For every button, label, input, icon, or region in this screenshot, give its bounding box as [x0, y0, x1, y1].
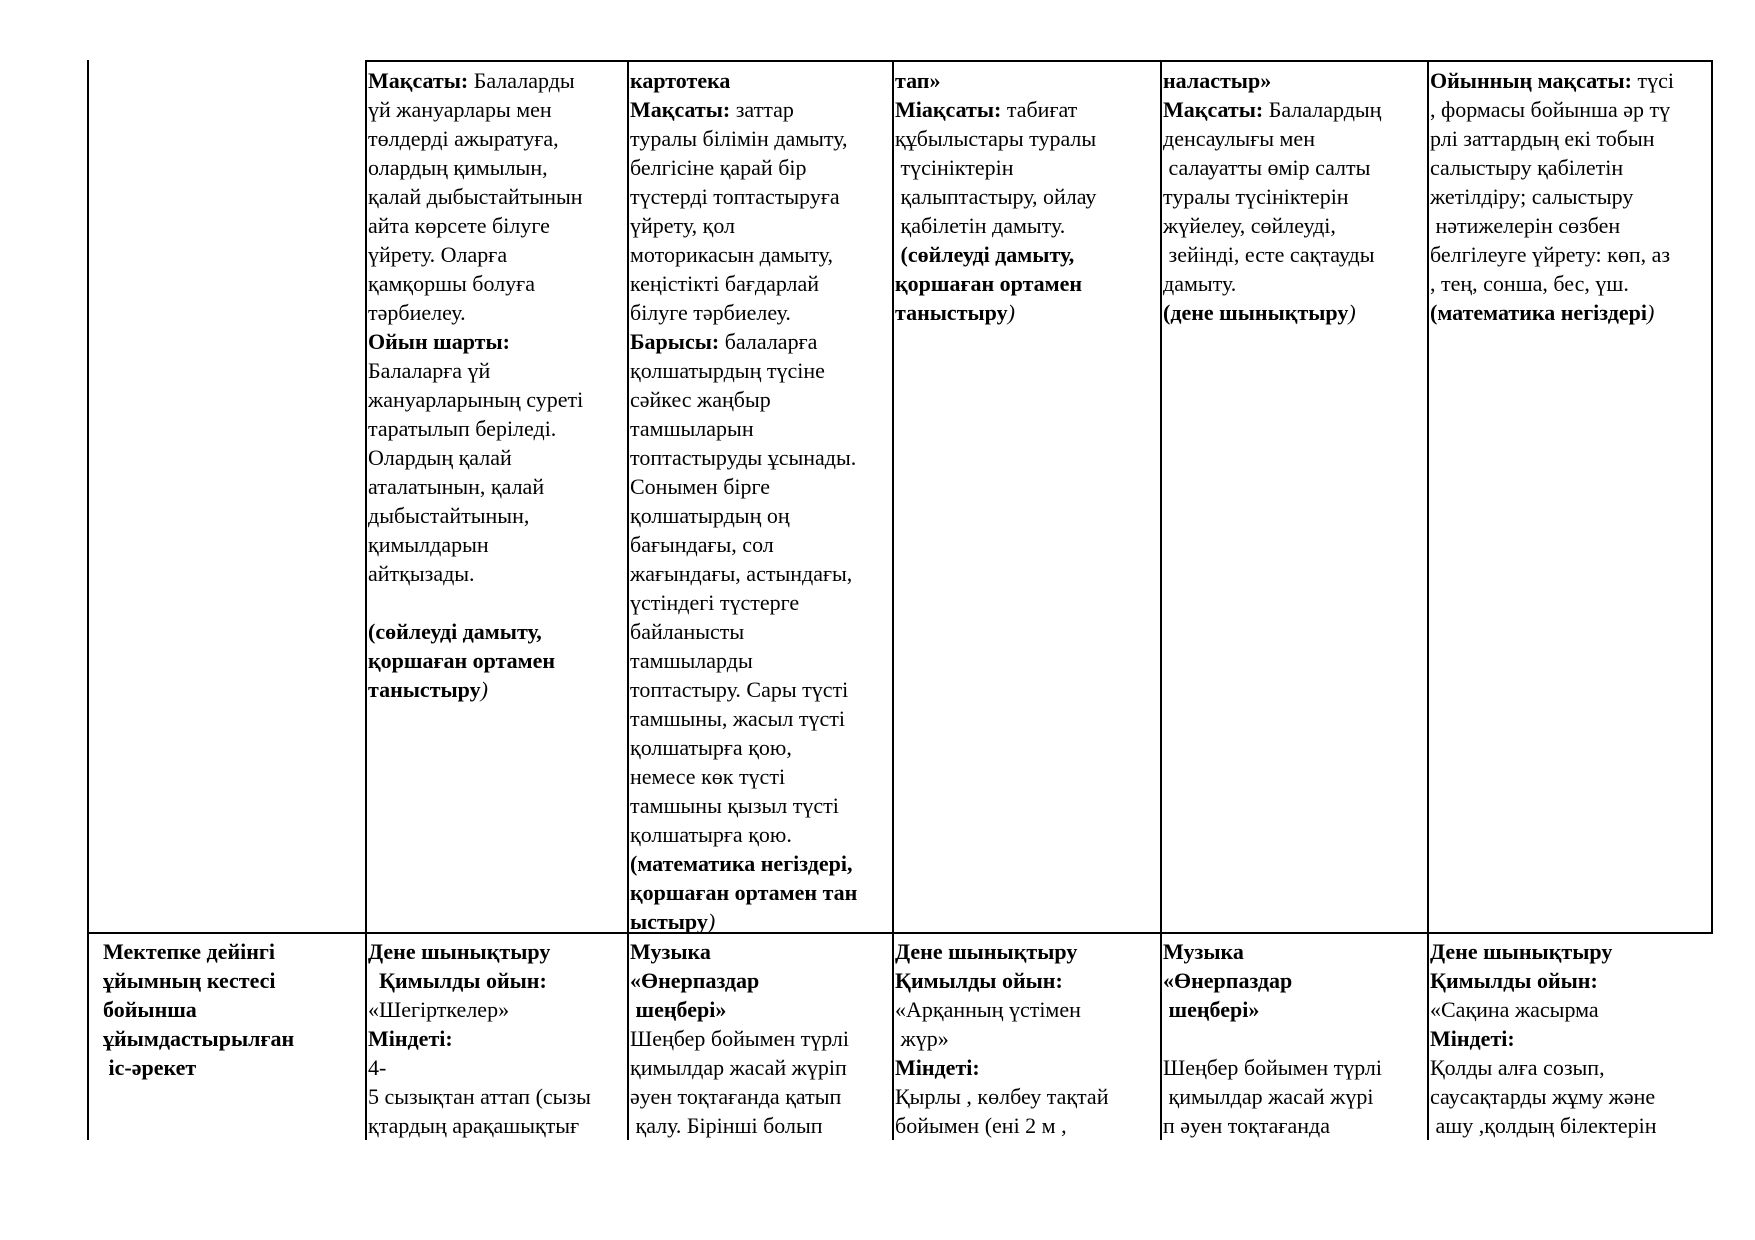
text-run: тамшыны қызыл түсті: [630, 793, 839, 818]
text-run: немесе көк түсті: [630, 764, 786, 789]
text-line: [895, 240, 1157, 269]
text-line: [368, 211, 624, 240]
text-run: қимылдар жасай жүріп: [630, 1055, 847, 1080]
text-line: [895, 966, 1157, 995]
text-line: [1163, 182, 1425, 211]
text-run: , формасы бойынша әр тү: [1430, 97, 1671, 122]
text-line: [895, 1053, 1157, 1082]
text-line: [1430, 966, 1710, 995]
text-run: 5 сызықтан аттап (сызы: [368, 1084, 591, 1109]
text-line: [368, 501, 624, 530]
text-line: [630, 646, 892, 675]
text-line: [368, 675, 624, 704]
text-line: [630, 995, 892, 1024]
text-line: [368, 937, 624, 966]
text-line: [368, 95, 624, 124]
text-run: туралы түсініктерін: [1163, 184, 1349, 209]
text-run: 4-: [368, 1055, 387, 1080]
text-line: [1163, 211, 1425, 240]
text-run: дамыту.: [1163, 271, 1237, 296]
text-line: [1163, 240, 1425, 269]
text-line: [1163, 937, 1425, 966]
table-top-border: [365, 60, 1713, 62]
text-line: [895, 1111, 1157, 1140]
text-run: қалу. Бірінші болып: [630, 1113, 823, 1138]
text-run: салауатты өмір салты: [1163, 155, 1371, 180]
text-run: «Сақина жасырма: [1430, 997, 1599, 1022]
text-run: қамқоршы болуға: [368, 271, 535, 296]
column-divider-4: [1160, 60, 1162, 1140]
text-run: ): [1348, 300, 1356, 325]
text-run: қолшатырдың түсіне: [630, 358, 825, 383]
row1-col1-cell: [368, 66, 624, 704]
text-run: Қырлы , көлбеу тақтай: [895, 1084, 1109, 1109]
text-run: үй жануарлары мен: [368, 97, 552, 122]
text-run: (сөйлеуді дамыту,: [895, 242, 1075, 267]
text-line: [1430, 995, 1710, 1024]
text-line: [1430, 153, 1710, 182]
row1-col4-cell: [1163, 66, 1425, 327]
text-run: бойынша: [103, 997, 197, 1022]
text-line: [630, 240, 892, 269]
text-run: ): [480, 677, 488, 702]
text-run: жүр»: [895, 1026, 949, 1051]
text-run: «Өнерпаздар: [630, 968, 760, 993]
text-run: Олардың қалай: [368, 445, 512, 470]
text-run: моторикасын дамыту,: [630, 242, 833, 267]
text-run: Міндеті:: [895, 1055, 980, 1080]
text-run: қоршаған ортамен: [368, 648, 556, 673]
text-line: [1430, 937, 1710, 966]
text-line: [630, 704, 892, 733]
text-run: жағындағы, астындағы,: [630, 561, 853, 586]
text-run: ашу ,қолдың білектерін: [1430, 1113, 1657, 1138]
text-run: «Арқанның үстімен: [895, 997, 1081, 1022]
text-line: [103, 966, 361, 995]
text-run: таныстыру: [368, 677, 481, 702]
column-divider-2: [627, 60, 629, 1140]
text-line: [895, 1082, 1157, 1111]
text-run: қабілетін дамыту.: [895, 213, 1066, 238]
text-line: [630, 966, 892, 995]
text-line: [895, 66, 1157, 95]
text-line: [630, 675, 892, 704]
text-run: қтардың арақашықтығ: [368, 1113, 580, 1138]
text-line: [368, 124, 624, 153]
text-line: [1163, 298, 1425, 327]
text-run: қалай дыбыстайтынын: [368, 184, 583, 209]
text-line: [1163, 1082, 1425, 1111]
text-line: [368, 1111, 624, 1140]
text-line: [1430, 269, 1710, 298]
text-run: рлі заттардың екі тобын: [1430, 126, 1655, 151]
text-line: [368, 617, 624, 646]
text-line: [368, 995, 624, 1024]
text-run: түсі: [1637, 68, 1674, 93]
text-line: [368, 240, 624, 269]
text-run: қимылдарын: [368, 532, 489, 557]
text-line: [630, 269, 892, 298]
text-line: [1163, 95, 1425, 124]
text-line: [630, 298, 892, 327]
text-line: [895, 124, 1157, 153]
text-line: [630, 733, 892, 762]
text-line: [1163, 124, 1425, 153]
text-run: Балалардың: [1268, 97, 1382, 122]
text-run: Шеңбер бойымен түрлі: [630, 1026, 850, 1051]
row-divider: [87, 932, 1713, 934]
text-line: [630, 1111, 892, 1140]
text-line: [630, 530, 892, 559]
text-line: [368, 327, 624, 356]
text-run: шеңбері»: [630, 997, 727, 1022]
column-divider-1: [365, 60, 367, 1140]
text-run: Қолды алға созып,: [1430, 1055, 1605, 1080]
text-line: [630, 907, 892, 936]
text-run: ұйымның кестесі: [103, 968, 276, 993]
text-line: [1430, 66, 1710, 95]
text-line: [103, 1053, 361, 1082]
text-line: [103, 937, 361, 966]
text-run: (дене шынықтыру: [1163, 300, 1349, 325]
text-line: [895, 153, 1157, 182]
text-run: Балаларға үй: [368, 358, 491, 383]
text-run: балаларға: [724, 329, 818, 354]
text-run: сәйкес жаңбыр: [630, 387, 771, 412]
row1-col2-cell: [630, 66, 892, 936]
text-line: [368, 530, 624, 559]
text-run: Дене шынықтыру: [368, 939, 551, 964]
text-run: қимылдар жасай жүрі: [1163, 1084, 1374, 1109]
text-run: кеңістікті бағдарлай: [630, 271, 820, 296]
text-run: туралы білімін дамыту,: [630, 126, 848, 151]
text-run: таныстыру: [895, 300, 1008, 325]
text-run: айтқызады.: [368, 561, 475, 586]
table-left-border: [87, 60, 89, 1140]
text-line: [368, 646, 624, 675]
row1-col5-cell: [1430, 66, 1710, 327]
row2-col1-cell: [368, 937, 624, 1140]
text-run: үстіндегі түстерге: [630, 590, 800, 615]
row2-label-cell: [103, 937, 361, 1082]
text-run: Ойын шарты:: [368, 329, 510, 354]
text-line: [368, 298, 624, 327]
text-line: [368, 153, 624, 182]
text-line: [368, 66, 624, 95]
text-line: [368, 356, 624, 385]
text-line: [895, 937, 1157, 966]
text-run: зейінді, есте сақтауды: [1163, 242, 1375, 267]
text-run: Қимылды ойын:: [1430, 968, 1598, 993]
text-run: , тең, сонша, бес, үш.: [1430, 271, 1629, 296]
text-line: [630, 791, 892, 820]
text-line: [630, 937, 892, 966]
text-line: [630, 153, 892, 182]
text-line: [630, 211, 892, 240]
text-line: [895, 995, 1157, 1024]
text-run: тап»: [895, 68, 941, 93]
text-run: «Өнерпаздар: [1163, 968, 1293, 993]
text-run: топтастыру. Сары түсті: [630, 677, 849, 702]
text-line: [368, 269, 624, 298]
text-line: [1430, 124, 1710, 153]
text-run: Мақсаты:: [1163, 97, 1269, 122]
text-line: [1430, 240, 1710, 269]
text-line: [368, 414, 624, 443]
text-line: [368, 182, 624, 211]
text-run: наластыр»: [1163, 68, 1272, 93]
text-run: ): [1646, 300, 1655, 325]
text-run: жануарларының суреті: [368, 387, 584, 412]
text-line: [630, 385, 892, 414]
text-run: таратылып беріледі.: [368, 416, 557, 441]
text-run: төлдерді ажыратуға,: [368, 126, 559, 151]
text-run: Міндеті:: [1430, 1026, 1515, 1051]
text-run: Мақсаты:: [630, 97, 736, 122]
text-line: [630, 617, 892, 646]
text-line: [895, 211, 1157, 240]
text-run: Мектепке дейінгі: [103, 939, 276, 964]
text-line: [1163, 66, 1425, 95]
text-line: [630, 1024, 892, 1053]
text-run: Міндеті:: [368, 1026, 453, 1051]
text-line: [368, 443, 624, 472]
text-run: байланысты: [630, 619, 745, 644]
text-run: қоршаған ортамен тан: [630, 880, 858, 905]
text-run: дыбыстайтынын,: [368, 503, 530, 528]
text-run: ): [1007, 300, 1015, 325]
text-run: үйрету, қол: [630, 213, 736, 238]
text-run: Ойынның мақсаты:: [1430, 68, 1638, 93]
text-run: бағындағы, сол: [630, 532, 774, 557]
text-run: ): [707, 909, 716, 934]
text-run: белгілеуге үйрету: көп, аз: [1430, 242, 1671, 267]
text-line: [368, 385, 624, 414]
table-right-border: [1711, 60, 1713, 934]
row2-col4-cell: [1163, 937, 1425, 1140]
text-line: [630, 559, 892, 588]
text-line: [895, 95, 1157, 124]
text-line: [368, 1082, 624, 1111]
text-run: шеңбері»: [1163, 997, 1260, 1022]
text-line: [630, 878, 892, 907]
text-line: [1163, 153, 1425, 182]
text-line: [1430, 1111, 1710, 1140]
text-line: [1163, 995, 1425, 1024]
text-run: картотека: [630, 68, 731, 93]
text-run: Музыка: [1163, 939, 1244, 964]
column-divider-5: [1427, 60, 1429, 1140]
text-run: Шеңбер бойымен түрлі: [1163, 1055, 1383, 1080]
row2-col3-cell: [895, 937, 1157, 1140]
text-run: табиғат: [1006, 97, 1078, 122]
text-run: салыстыру қабілетін: [1430, 155, 1624, 180]
text-run: Қимылды ойын:: [895, 968, 1063, 993]
text-line: [630, 66, 892, 95]
text-line: [630, 1082, 892, 1111]
text-run: Балаларды: [473, 68, 575, 93]
text-run: аталатынын, қалай: [368, 474, 545, 499]
text-line: [1430, 298, 1710, 327]
text-line: [368, 1053, 624, 1082]
text-run: топтастыруды ұсынады.: [630, 445, 857, 470]
text-line: [1163, 1053, 1425, 1082]
text-run: заттар: [735, 97, 794, 122]
text-run: бойымен (ені 2 м ,: [895, 1113, 1067, 1138]
text-run: айта көрсете білуге: [368, 213, 550, 238]
text-run: Музыка: [630, 939, 711, 964]
text-run: (математика негіздері: [1430, 300, 1647, 325]
text-line: [630, 501, 892, 530]
text-run: тәрбиелеу.: [368, 300, 466, 325]
text-line: [895, 269, 1157, 298]
text-line: [630, 849, 892, 878]
text-run: үйрету. Оларға: [368, 242, 508, 267]
text-run: п әуен тоқтағанда: [1163, 1113, 1330, 1138]
text-run: қоршаған ортамен: [895, 271, 1083, 296]
text-line: [630, 182, 892, 211]
text-run: олардың қимылын,: [368, 155, 548, 180]
text-run: Дене шынықтыру: [1430, 939, 1613, 964]
text-run: түсініктерін: [895, 155, 1014, 180]
text-line: [1430, 211, 1710, 240]
text-line: [1430, 1053, 1710, 1082]
text-run: тамшыларды: [630, 648, 753, 673]
text-line: [895, 182, 1157, 211]
text-line: [368, 966, 624, 995]
text-run: ұйымдастырылған: [103, 1026, 295, 1051]
text-run: білуге тәрбиелеу.: [630, 300, 791, 325]
text-run: (сөйлеуді дамыту,: [368, 619, 542, 644]
text-run: қолшатырға қою.: [630, 822, 792, 847]
text-line: [630, 95, 892, 124]
text-line: [630, 124, 892, 153]
text-line: [895, 1024, 1157, 1053]
text-line: [630, 588, 892, 617]
text-line: [1430, 1082, 1710, 1111]
text-line: [1163, 966, 1425, 995]
text-line: [1430, 95, 1710, 124]
text-line: [1430, 1024, 1710, 1053]
text-run: Мақсаты:: [368, 68, 474, 93]
text-line: [368, 472, 624, 501]
text-run: құбылыстары туралы: [895, 126, 1097, 151]
text-run: денсаулығы мен: [1163, 126, 1315, 151]
text-run: қолшатырдың оң: [630, 503, 790, 528]
text-line: [630, 356, 892, 385]
text-line: [630, 327, 892, 356]
text-line: [103, 1024, 361, 1053]
text-line: [630, 820, 892, 849]
row2-col5-cell: [1430, 937, 1710, 1140]
text-line: [630, 443, 892, 472]
text-run: тамшыларын: [630, 416, 754, 441]
text-run: Міақсаты:: [895, 97, 1007, 122]
text-run: қалыптастыру, ойлау: [895, 184, 1097, 209]
text-line: [895, 298, 1157, 327]
text-run: (математика негіздері,: [630, 851, 853, 876]
row2-col2-cell: [630, 937, 892, 1140]
text-line: [1430, 182, 1710, 211]
text-run: Дене шынықтыру: [895, 939, 1078, 964]
text-line: [630, 1053, 892, 1082]
text-run: әуен тоқтағанда қатып: [630, 1084, 842, 1109]
text-run: Қимылды ойын:: [368, 968, 547, 993]
text-line: [630, 762, 892, 791]
text-run: жүйелеу, сөйлеуді,: [1163, 213, 1336, 238]
text-run: Барысы:: [630, 329, 725, 354]
text-run: түстерді топтастыруға: [630, 184, 840, 209]
text-line: [1163, 1111, 1425, 1140]
text-line: [368, 559, 624, 588]
text-line: [1163, 1024, 1425, 1053]
row1-col3-cell: [895, 66, 1157, 327]
text-run: қолшатырға қою,: [630, 735, 792, 760]
text-run: ыстыру: [630, 909, 708, 934]
text-run: жетілдіру; салыстыру: [1430, 184, 1634, 209]
text-line: [630, 472, 892, 501]
text-line: [630, 414, 892, 443]
text-run: тамшыны, жасыл түсті: [630, 706, 845, 731]
text-line: [1163, 269, 1425, 298]
column-divider-3: [892, 60, 894, 1140]
text-run: «Шегірткелер»: [368, 997, 510, 1022]
text-run: нәтижелерін сөзбен: [1430, 213, 1621, 238]
text-line: [368, 1024, 624, 1053]
text-run: Сонымен бірге: [630, 474, 770, 499]
text-run: саусақтарды жұму және: [1430, 1084, 1656, 1109]
text-run: белгісіне қарай бір: [630, 155, 807, 180]
text-line: [103, 995, 361, 1024]
text-line: [368, 588, 624, 617]
text-run: іс-әрекет: [103, 1055, 197, 1080]
